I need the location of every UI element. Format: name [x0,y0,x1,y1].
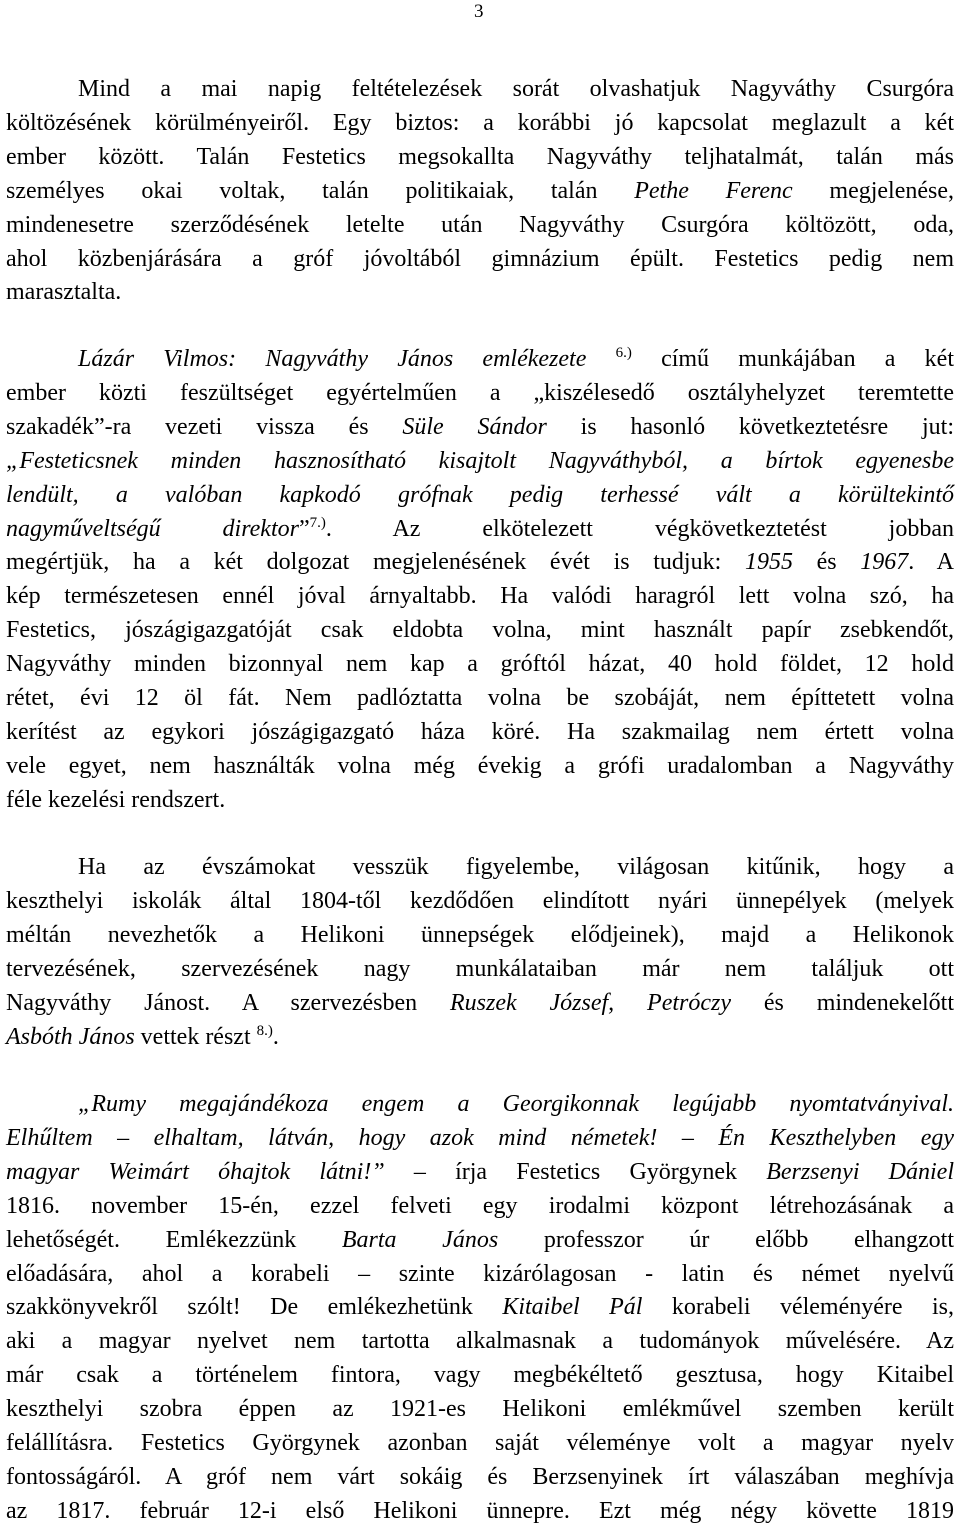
paragraph-line: tervezésének, szervezésének nagy munkálataiban már nem találjuk ott [6,955,954,982]
paragraph-line: az 1817. február 12-i első Helikoni ünnepre. Ezt még négy követte 1819 [6,1497,954,1524]
paragraph-line: nagyműveltségű direktor”$^{7.)}$. Az elkötelezett végkövetkeztetést jobban [6,514,954,542]
paragraph-line: lehetőségét. Emlékezzünk Barta János professzor úr előbb elhangzott [6,1226,954,1253]
person-name: Asbóth János [6,1023,135,1050]
paragraph-line: kerítést az egykori jószágigazgató háza köré. Ha szakmailag nem értett volna [6,718,954,745]
year: 1967 [860,549,909,576]
paragraph-line: Asbóth János vettek részt $^{8.)}$. [6,1022,279,1050]
paragraph-line: kép természetesen ennél jóval árnyaltabb. Ha valódi haragról lett volna szó, ha [6,583,954,610]
paragraph-line: szakadék”-ra vezeti vissza és Süle Sándor is hasonló következtetésre jut: [6,413,954,440]
person-name: Berzsenyi Dániel [766,1158,955,1185]
paragraph-2 [6,343,954,818]
paragraph-line: Festetics, jószágigazgatóját csak eldobta volna, mint használt papír zsebkendőt, [6,617,954,644]
footnote-ref: 6.) [615,345,632,361]
person-name: Süle Sándor [402,413,547,440]
paragraph-line: szakkönyvekről szólt! De emlékezhetünk Kitaibel Pál korabeli véleményére is, [6,1294,954,1321]
paragraph-line: méltán nevezhetők a Helikoni ünnepségek elődjeinek), majd a Helikonok [6,921,954,948]
paragraph-line: már csak a történelem fintora, vagy megbékéltető gesztusa, hogy Kitaibel [6,1362,954,1389]
paragraph-line: személyes okai voltak, talán politikaiak, talán Pethe Ferenc megjelenése, [6,177,955,204]
paragraph-line: ember között. Talán Festetics megsokallta Nagyváthy teljhatalmát, talán más [6,143,954,170]
quote-line: „Festeticsnek minden hasznosítható kisajtolt Nagyváthyból, a bírtok egyenesbe [6,447,954,474]
work-title: Lázár Vilmos: Nagyváthy János emlékezete [78,346,587,372]
paragraph-line: Lázár Vilmos: Nagyváthy János emlékezete $^{6.)}$ című munkájában a két [78,345,955,372]
person-name: Kitaibel Pál [502,1294,643,1321]
paragraph-line: felállításra. Festetics Györgynek azonban saját véleménye volt a magyar nyelv [6,1430,954,1457]
paragraph-line: vele egyet, nem használták volna még évekig a grófi uradalomban a Nagyváthy [6,752,954,779]
paragraph-4 [6,1088,954,1529]
paragraph-line: Mind a mai napig feltételezések sorát olvashatjuk Nagyváthy Csurgóra [78,76,954,102]
paragraph-line: Nagyváthy Jánost. A szervezésben Ruszek József, Petróczy és mindenekelőtt [6,989,955,1016]
footnote-ref: 7.) [309,514,326,531]
page-number: 3 [474,1,484,22]
paragraph-line: költözésének körülményeiről. Egy biztos: a korábbi jó kapcsolat meglazult a két [6,109,954,136]
paragraph-line: Ha az évszámokat vesszük figyelembe, világosan kitűnik, hogy a [78,854,954,880]
footnote-ref: 8.) [256,1022,273,1039]
paragraph-line: ahol közbenjárására a gróf jóvoltából gimnázium épült. Festetics pedig nem [6,245,954,272]
paragraph-line: keszthelyi iskolák által 1804-től kezdődően elindított nyári ünnepélyek (melyek [6,887,954,914]
quote-line: lendült, a valóban kapkodó grófnak pedig terhessé vált a körültekintő [6,481,954,508]
paragraph-line: mindenesetre szerződésének letelte után Nagyváthy Csurgóra költözött, oda, [6,211,954,238]
year: 1955 [744,549,793,576]
paragraph-line: megértjük, ha a két dolgozat megjelenésének évét is tudjuk: 1955 és 1967. A [6,549,954,576]
paragraph-line: rétet, évi 12 öl fát. Nem padlóztatta volna be szobáját, nem építtetett volna [6,685,954,712]
person-name: Barta János [341,1226,499,1253]
paragraph-line: féle kezelési rendszert. [6,786,226,813]
paragraph-line: keszthelyi szobra éppen az 1921-es Helikoni emlékművel szemben került [6,1396,954,1423]
paragraph-line: Nagyváthy minden bizonnyal nem kap a gróftól házat, 40 hold földet, 12 hold [6,651,954,678]
paragraph-line: előadására, ahol a korabeli – szinte kizárólagosan - latin és német nyelvű [6,1260,954,1287]
person-name: Pethe Ferenc [634,177,793,204]
paragraph-1 [6,73,954,310]
paragraph-line: 1816. november 15-én, ezzel felveti egy irodalmi központ létrehozásának a [6,1192,954,1219]
paragraph-line: marasztalta. [6,279,122,306]
quote-line: Elhűltem – elhaltam, látván, hogy azok mind németek! – Én Keszthelyben egy [6,1124,954,1151]
paragraph-line: fontosságáról. A gróf nem várt sokáig és Berzsenyinek írt válaszában meghívja [6,1463,954,1490]
person-names: Ruszek József, Petróczy [450,989,731,1016]
quote-line: „Rumy megajándékoza engem a Georgikonnak legújabb nyomtatványival. [78,1091,954,1117]
paragraph-line: magyar Weimárt óhajtok látni!” – írja Festetics Györgynek Berzsenyi Dániel [6,1158,955,1185]
paragraph-line: ember közti feszültséget egyértelműen a „kiszélesedő osztályhelyzet teremtette [6,379,954,406]
paragraph-3 [6,851,954,1054]
paragraph-line: aki a magyar nyelvet nem tartotta alkalmasnak a tudományok művelésére. Az [6,1328,954,1355]
